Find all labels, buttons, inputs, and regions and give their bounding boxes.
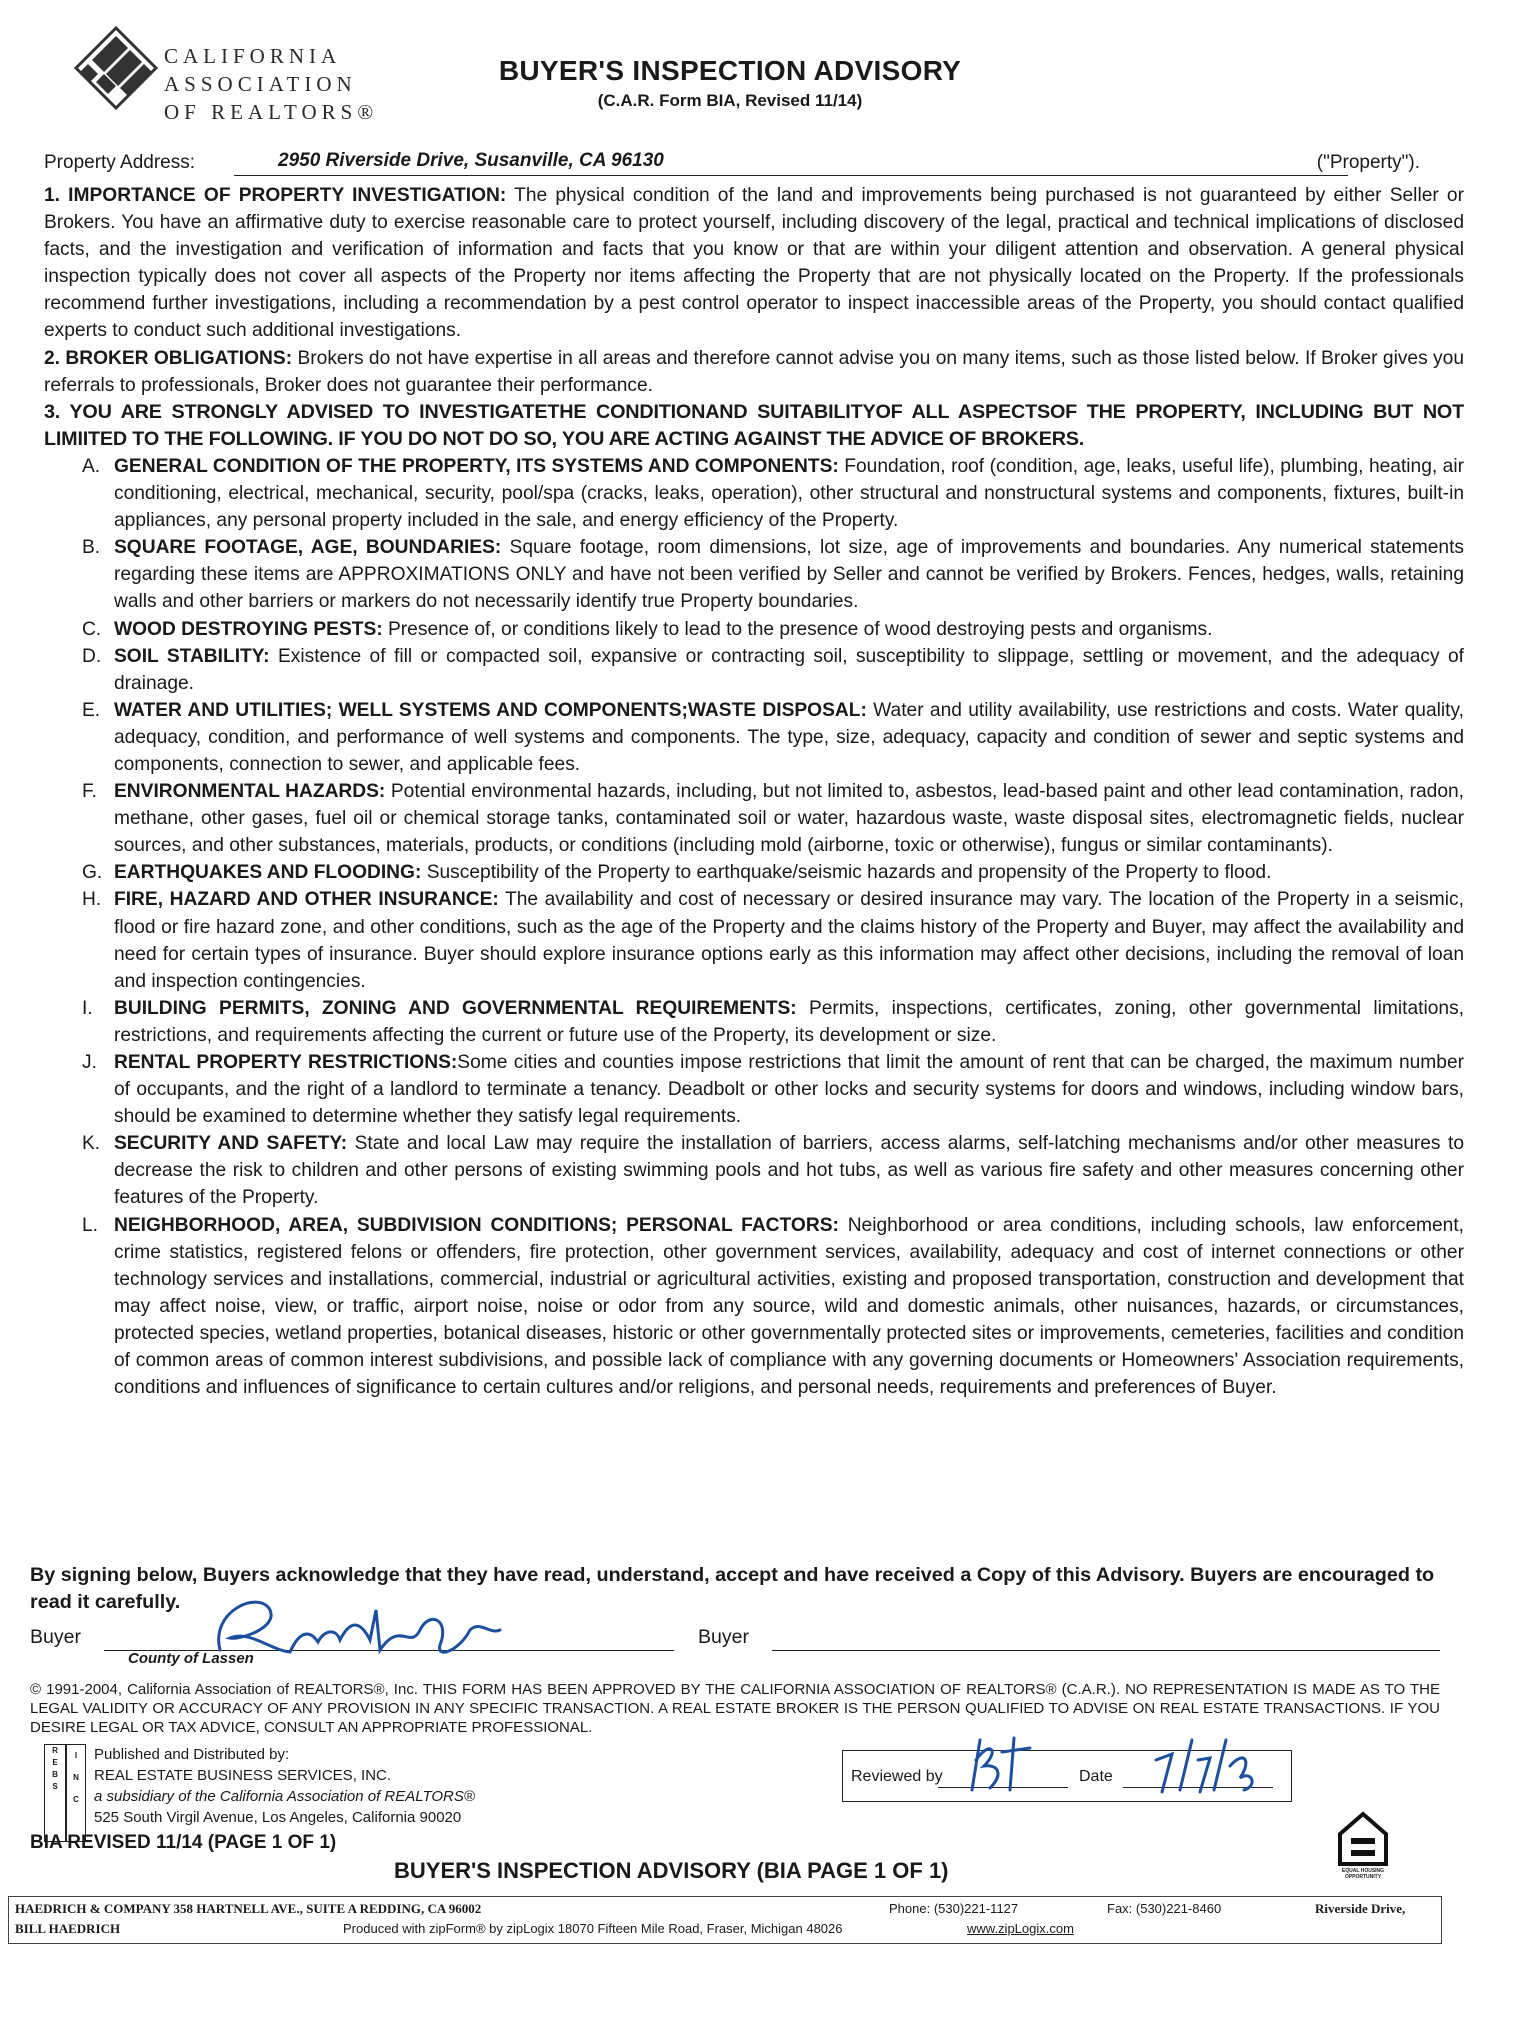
logo-line-3: OF REALTORS® [164, 100, 379, 124]
form-title: BUYER'S INSPECTION ADVISORY [498, 55, 962, 86]
section-2 [44, 345, 1464, 399]
publisher-line-3: a subsidiary of the California Association of REALTORS® [94, 1788, 475, 1805]
item-text: State and local Law may require the installation of barriers, access alarms, self-latching mechanisms and/or other measures to decrease the risk to children and other persons of existing swimming pools and hot tubs, as well as various fire safety and other measures concerning other features of the Property. [114, 1133, 1464, 1209]
item-heading: SQUARE FOOTAGE, AGE, BOUNDARIES: [114, 537, 502, 559]
item-text: Water and utility availability, use restrictions and costs. Water quality, adequacy, condition, and performance of well systems and components. The type, size, adequacy, capacity and condition of sewer and septic systems and components, connection to sewer, and applicable fees. [114, 699, 1465, 775]
item-heading: BUILDING PERMITS, ZONING AND GOVERNMENTAL REQUIREMENTS: [114, 997, 797, 1019]
logo-line-2: ASSOCIATION [164, 72, 357, 96]
list-item [82, 1130, 1464, 1211]
list-item [82, 995, 1464, 1049]
property-address-row [44, 150, 1464, 178]
list-item [82, 534, 1464, 615]
item-letter: A. [82, 455, 101, 477]
reviewed-by-label: Reviewed by [851, 1768, 943, 1785]
car-logo [68, 22, 398, 132]
buyer-1-label: Buyer [30, 1626, 81, 1648]
item-heading: FIRE, HAZARD AND OTHER INSURANCE: [114, 889, 499, 911]
publisher-block [94, 1744, 475, 1828]
buyer-2-label: Buyer [698, 1626, 749, 1648]
logo-line-1: CALIFORNIA [164, 44, 342, 68]
agent-name: BILL HAEDRICH [15, 1921, 121, 1936]
property-address-field[interactable]: 2950 Riverside Drive, Susanville, CA 96130 [234, 150, 1348, 176]
item-text: Permits, inspections, certificates, zoning, other governmental limitations, restrictions, and requirements affecting the current or future use of the Property, its development or size. [114, 997, 1464, 1046]
item-letter: G. [82, 862, 103, 884]
list-item [82, 643, 1464, 697]
item-heading: EARTHQUAKES AND FLOODING: [114, 862, 422, 884]
item-heading: WATER AND UTILITIES; WELL SYSTEMS AND COMPONENTS;WASTE DISPOSAL: [114, 699, 867, 721]
list-item [82, 859, 1464, 886]
list-item [82, 1049, 1464, 1130]
revision-label: BIA REVISED 11/14 (PAGE 1 OF 1) [30, 1832, 337, 1853]
item-heading: WOOD DESTROYING PESTS: [114, 618, 383, 640]
date-label: Date [1079, 1768, 1113, 1785]
fax-number: Fax: (530)221-8460 [1107, 1901, 1222, 1916]
item-letter: L. [82, 1214, 99, 1236]
item-letter: E. [82, 699, 101, 721]
item-text: Neighborhood or area conditions, including schools, law enforcement, crime statistics, registered felons or offenders, fire protection, other government services, availability, adequacy and cost of internet connections or other technology services and installations, commercial, industrial or agricultural activities, existing and proposed transportation, construction and development that may affect noise, view, or traffic, airport noise, noise or odor from any source, wild and domestic animals, other nuisances, hazards, or circumstances, protected species, wetland properties, botanical diseases, historic or other governmentally protected sites or improvements, cemeteries, facilities and condition of common areas of common interest subdivisions, and possible lack of compliance with any governing documents or Homeowners' Association requirements, conditions and influences of significance to certain cultures and/or religions, and personal needs, requirements and preferences of Buyer. [114, 1214, 1465, 1399]
produced-by: Produced with zipForm® by zipLogix 18070 Fifteen Mile Road, Fraser, Michigan 48026 [343, 1921, 843, 1936]
buyer-2-signature-line[interactable] [772, 1650, 1440, 1651]
rebs-badge: R E B S [44, 1744, 66, 1842]
equal-housing-icon [1336, 1810, 1390, 1868]
item-heading: GENERAL CONDITION OF THE PROPERTY, ITS SYSTEMS AND COMPONENTS: [114, 455, 839, 477]
list-item [82, 1212, 1464, 1402]
realtors-logo-icon [68, 22, 164, 132]
item-heading: NEIGHBORHOOD, AREA, SUBDIVISION CONDITIONS; PERSONAL FACTORS: [114, 1214, 839, 1236]
item-text: Foundation, roof (condition, age, leaks, useful life), plumbing, heating, air conditioning, electrical, mechanical, security, pool/spa (cracks, leaks, operation), other structural and nonstructural systems and components, fixtures, built-in appliances, any personal property included in the sale, and energy efficiency of the Property. [114, 455, 1464, 532]
item-text: Existence of fill or compacted soil, expansive or contracting soil, susceptibility to slippage, settling or movement, and the adequacy of drainage. [114, 645, 1464, 694]
item-text: Potential environmental hazards, including, but not limited to, asbestos, lead-based paint and other lead contamination, radon, methane, other gases, fuel oil or chemical storage tanks, contaminated soil or water, hazardous waste, waste disposal sites, electromagnetic fields, nuclear sources, and other substances, materials, products, or conditions (including mold (airborne, toxic or otherwise), fungus or similar contaminants). [114, 781, 1464, 857]
list-item [82, 697, 1464, 778]
publisher-line-1: Published and Distributed by: [94, 1746, 290, 1763]
publisher-line-4: 525 South Virgil Avenue, Los Angeles, California 90020 [94, 1809, 462, 1826]
company-info: HAEDRICH & COMPANY 358 HARTNELL AVE., SUITE A REDDING, CA 96002 [15, 1901, 482, 1916]
item-letter: D. [82, 645, 102, 667]
item-text: Presence of, or conditions likely to lead to the presence of wood destroying pests and organisms. [382, 618, 1213, 640]
item-heading: RENTAL PROPERTY RESTRICTIONS: [114, 1052, 458, 1073]
section-1 [44, 182, 1464, 345]
item-letter: F. [82, 781, 97, 803]
phone-number: Phone: (530)221-1127 [889, 1901, 1019, 1916]
item-letter: J. [82, 1052, 97, 1073]
item-text: Square footage, room dimensions, lot size, age of improvements and boundaries. Any numerical statements regarding these items are APPROXIMATIONS ONLY and have not been verified by Seller and cannot be verified by Brokers. Fences, hedges, walls, retaining walls and other barriers or markers do not necessarily identify true Property boundaries. [114, 537, 1465, 613]
section-2-text: Brokers do not have expertise in all areas and therefore cannot advise you on many items, such as those listed below. If Broker gives you referrals to professionals, Broker does not guarantee their performance. [44, 347, 1464, 396]
property-suffix: ("Property"). [1316, 152, 1420, 173]
publisher-line-2: REAL ESTATE BUSINESS SERVICES, INC. [94, 1767, 392, 1784]
item-text: Some cities and counties impose restrictions that limit the amount of rent that can be charged, the maximum number of occupants, and the right of a landlord to terminate a tenancy. Deadbolt or other locks and security systems for doors and windows, including window bars, should be examined to determine whether they satisfy legal requirements. [114, 1052, 1465, 1128]
advisory-body [44, 182, 1464, 1401]
item-letter: B. [82, 537, 101, 559]
document-name: Riverside Drive, [1315, 1901, 1406, 1916]
list-item [82, 886, 1464, 994]
item-text: The availability and cost of necessary or desired insurance may vary. The location of the Property in a seismic, flood or fire hazard zone, and other conditions, such as the age of the Property and the claims history of the Property and Buyer, may affect the availability and need for certain types of insurance. Buyer should explore insurance options early as this information may affect other decisions, including the removal of loan and inspection contingencies. [114, 889, 1464, 992]
section-2-heading: 2. BROKER OBLIGATIONS: [44, 347, 293, 369]
section-1-heading: 1. IMPORTANCE OF PROPERTY INVESTIGATION: [44, 185, 507, 206]
zipform-footer [8, 1896, 1442, 1944]
buyer-signature [200, 1590, 520, 1670]
item-heading: SOIL STABILITY: [114, 645, 270, 667]
form-subtitle: (C.A.R. Form BIA, Revised 11/14) [597, 91, 863, 110]
county-stamp: County of Lassen [128, 1650, 254, 1667]
item-letter: C. [82, 618, 102, 640]
copyright-notice: © 1991-2004, California Association of REALTORS®, Inc. THIS FORM HAS BEEN APPROVED BY THE CALIFORNIA ASSOCIATION OF REALTORS® (C.A.R.). NO REPRESENTATION IS MADE AS TO THE LEGAL VALIDITY OR ACCURACY OF ANY PROVISION IN ANY SPECIFIC TRANSACTION. A REAL ESTATE BROKER IS THE PERSON QUALIFIED TO ADVISE ON REAL ESTATE TRANSACTIONS. IF YOU DESIRE LEGAL OR TAX ADVICE, CONSULT AN APPROPRIATE PROFESSIONAL. [30, 1681, 1440, 1736]
investigation-items [82, 453, 1464, 1401]
ziplogix-link[interactable]: www.zipLogix.com [967, 1921, 1074, 1936]
footer-title: BUYER'S INSPECTION ADVISORY (BIA PAGE 1 OF 1) [394, 1858, 949, 1883]
list-item [82, 616, 1464, 643]
form-title-block [460, 55, 1000, 111]
item-letter: K. [82, 1133, 101, 1155]
acknowledgment: By signing below, Buyers acknowledge that they have read, understand, accept and have received a Copy of this Advisory. Buyers are encouraged to read it carefully. [30, 1564, 1435, 1613]
review-handwriting [880, 1730, 1300, 1800]
list-item [82, 453, 1464, 534]
property-address-label: Property Address: [44, 152, 196, 173]
item-heading: ENVIRONMENTAL HAZARDS: [114, 781, 386, 803]
section-1-text: The physical condition of the land and improvements being purchased is not guaranteed by either Seller or Brokers. You have an affirmative duty to exercise reasonable care to protect yourself, including discovery of the legal, practical and technical implications of disclosed facts, and the investigation and verification of information and facts that you know or that are within your diligent attention and observation. A general physical inspection typically does not cover all aspects of the Property nor items affecting the Property that are not physically located on the Property. If the professionals recommend further investigations, including a recommendation by a pest control operator to inspect inaccessible areas of the Property, you should contact qualified experts to conduct such additional investigations. [44, 185, 1464, 342]
list-item [82, 778, 1464, 859]
section-3-heading: 3. YOU ARE STRONGLY ADVISED TO INVESTIGATETHE CONDITIONAND SUITABILITYOF ALL ASPECTSOF THE PROPERTY, INCLUDING BUT NOT LIMIITED TO THE FOLLOWING. IF YOU DO NOT DO SO, YOU ARE ACTING AGAINST THE ADVICE OF BROKERS. [44, 400, 1464, 450]
item-text: Susceptibility of the Property to earthquake/seismic hazards and propensity of the Property to flood. [421, 862, 1272, 884]
equal-housing-text: EQUAL HOUSING OPPORTUNITY [1341, 1868, 1385, 1880]
item-letter: H. [82, 889, 102, 911]
item-letter: I. [82, 997, 93, 1019]
item-heading: SECURITY AND SAFETY: [114, 1133, 348, 1155]
inc-badge: I N C [66, 1744, 86, 1842]
